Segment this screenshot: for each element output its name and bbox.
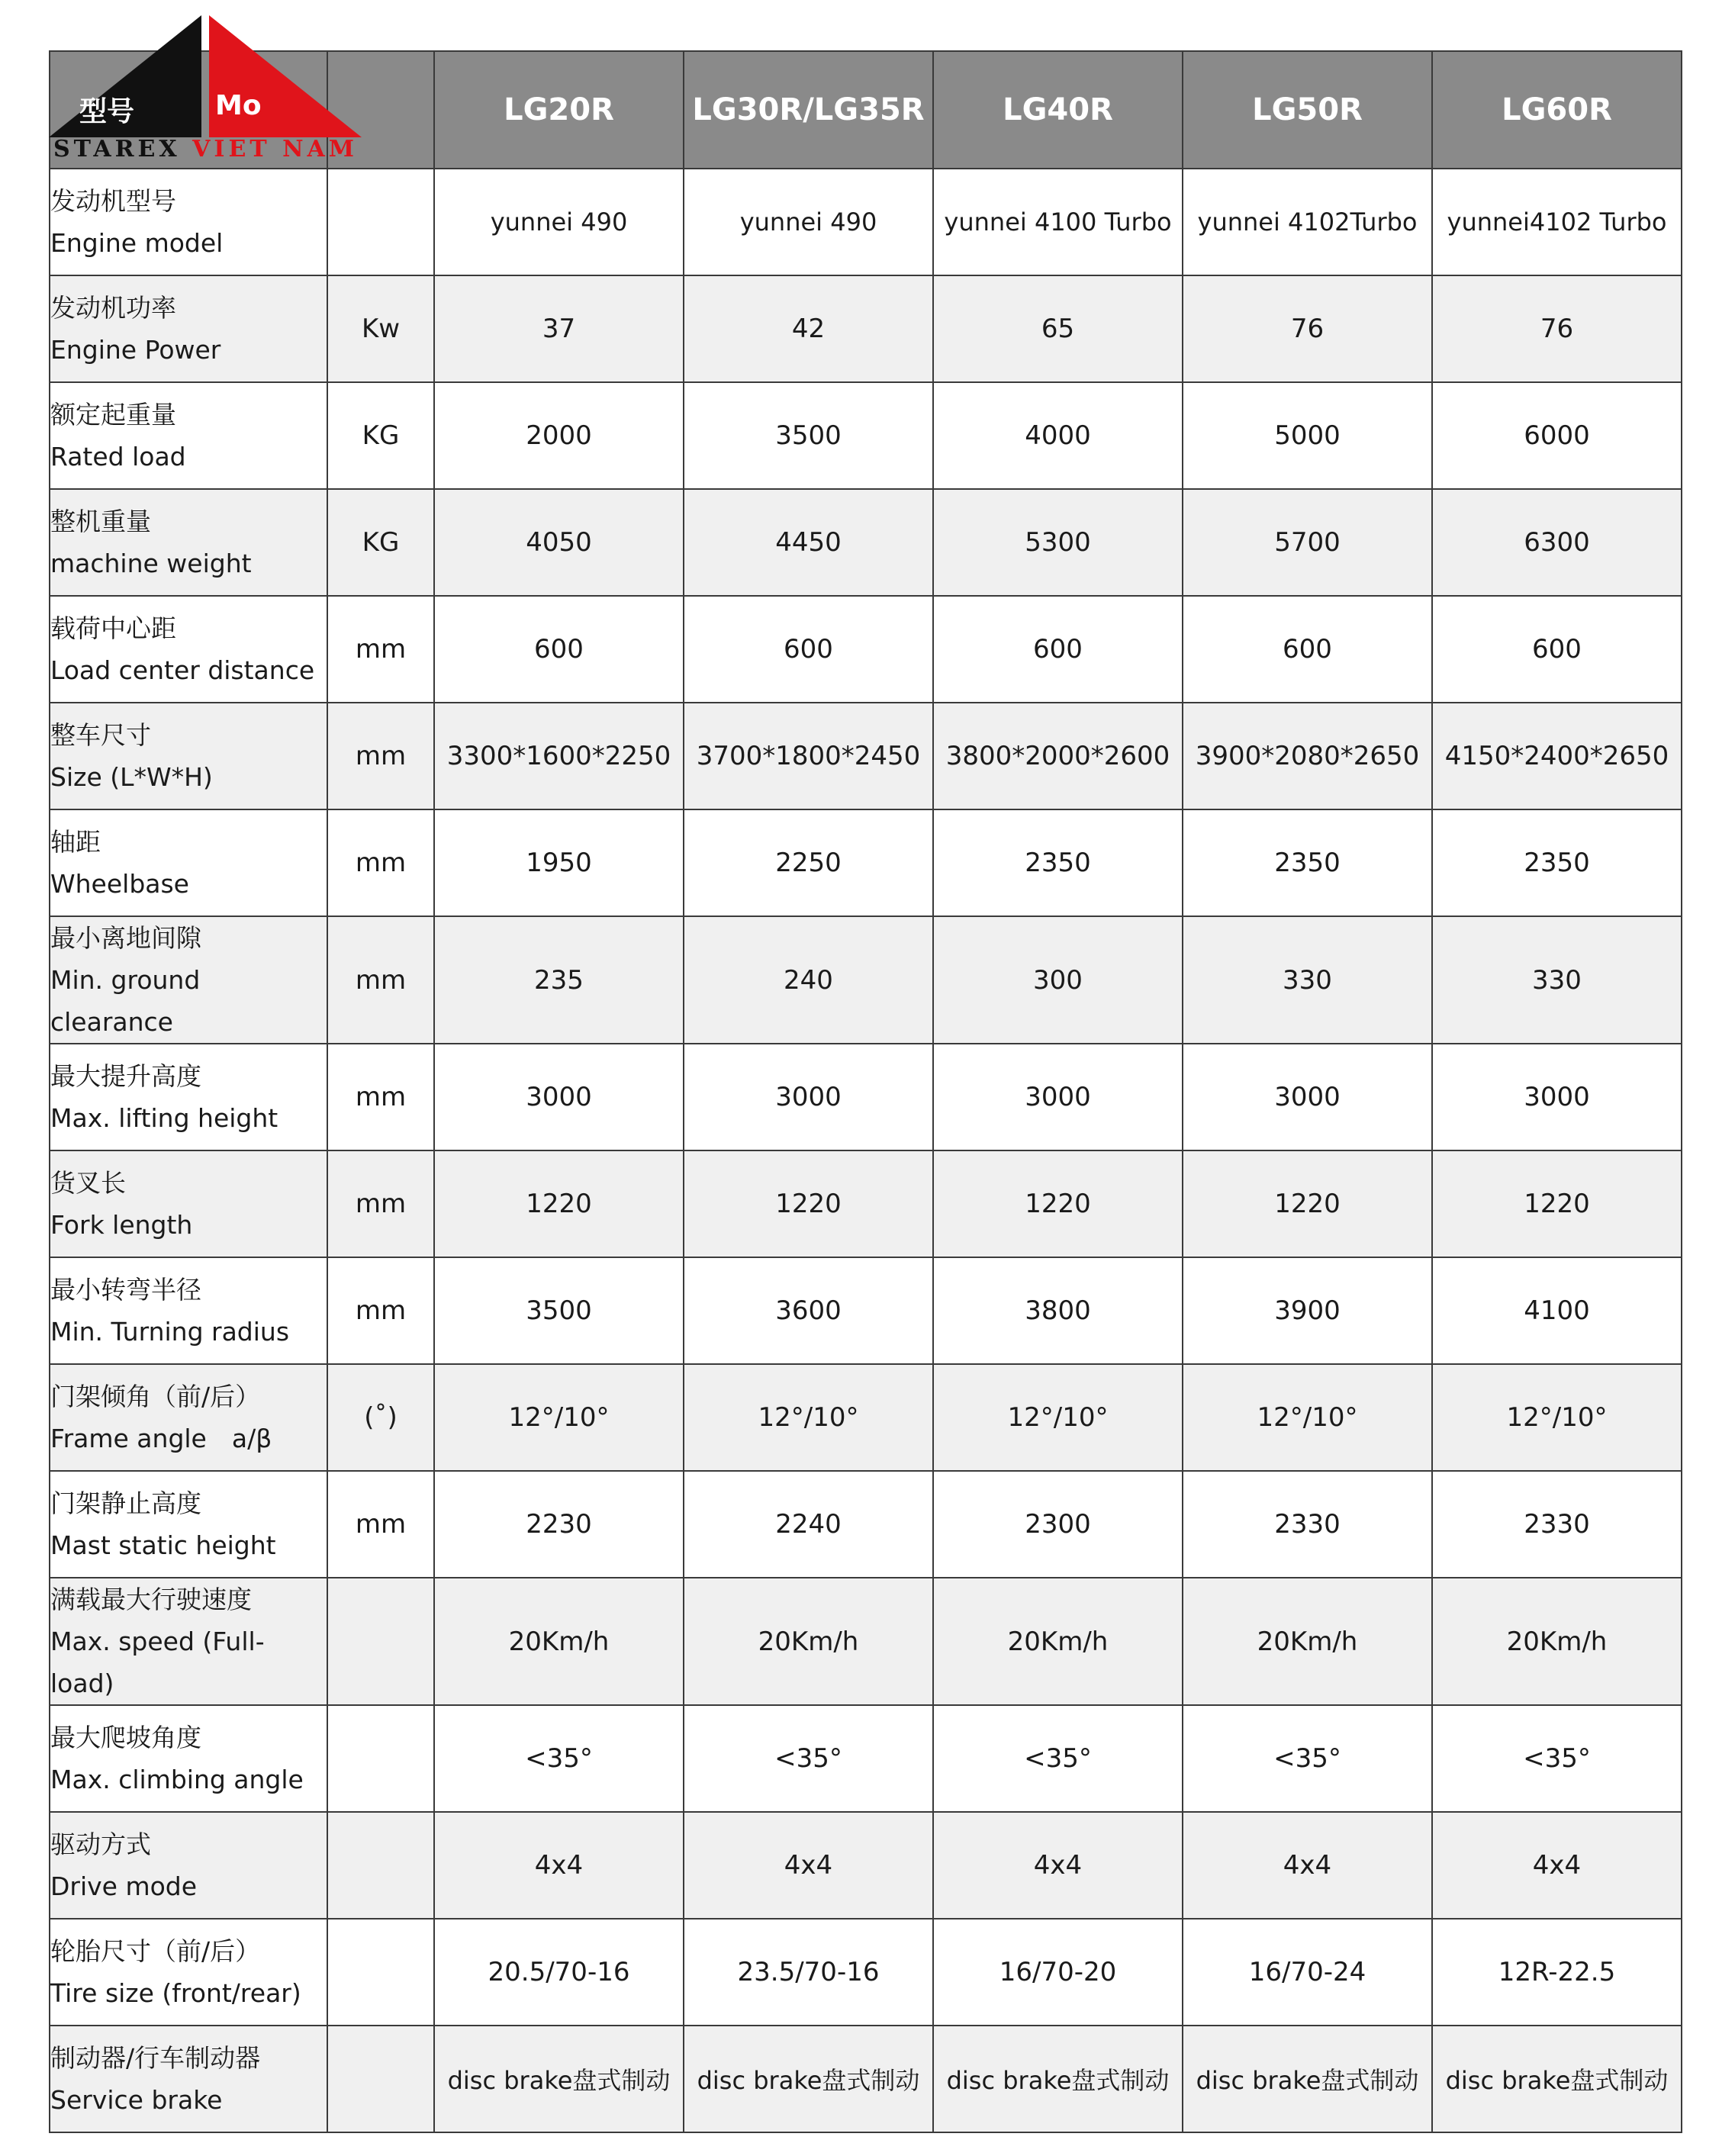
value-cell: 6300	[1432, 489, 1682, 596]
value-cell: 1220	[684, 1150, 933, 1257]
param-cell	[50, 1471, 327, 1578]
logo-word-starex: STAREX	[53, 136, 181, 163]
starex-logo	[49, 15, 362, 168]
value-cell: 42	[684, 275, 933, 382]
spec-row	[50, 2026, 1682, 2132]
spec-table	[49, 50, 1682, 2133]
value-cell: 76	[1183, 275, 1432, 382]
unit-cell: KG	[327, 489, 434, 596]
model-header: LG60R	[1432, 51, 1682, 169]
param-cell	[50, 1257, 327, 1364]
value-cell: 330	[1183, 916, 1432, 1044]
header-param-label-en: Mo	[215, 90, 262, 121]
value-cell: 600	[933, 596, 1183, 703]
param-cell	[50, 489, 327, 596]
value-cell: disc brake盘式制动	[1432, 2026, 1682, 2132]
value-cell: yunnei 490	[684, 169, 933, 275]
value-cell: <35°	[434, 1705, 684, 1812]
unit-cell	[327, 169, 434, 275]
unit-cell	[327, 1705, 434, 1812]
value-cell: 1220	[1432, 1150, 1682, 1257]
value-cell: 16/70-24	[1183, 1919, 1432, 2026]
model-header: LG40R	[933, 51, 1183, 169]
param-cell	[50, 1919, 327, 2026]
value-cell: 20Km/h	[933, 1578, 1183, 1705]
spec-row	[50, 1364, 1682, 1471]
param-label-cn: 轮胎尺寸（前/后）	[50, 1936, 261, 1966]
value-cell: 20Km/h	[1432, 1578, 1682, 1705]
unit-cell: mm	[327, 596, 434, 703]
spec-row	[50, 169, 1682, 275]
value-cell: 1950	[434, 809, 684, 916]
spec-row	[50, 1812, 1682, 1919]
value-cell: 2250	[684, 809, 933, 916]
value-cell: 12°/10°	[1432, 1364, 1682, 1471]
param-label-cn: 整车尺寸	[50, 720, 151, 750]
value-cell: 4x4	[1432, 1812, 1682, 1919]
logo-wordmark	[53, 136, 358, 163]
param-label-en: Min. ground clearance	[50, 965, 201, 1037]
param-label-cn: 最小转弯半径	[50, 1275, 201, 1305]
param-label-cn: 货叉长	[50, 1168, 126, 1198]
value-cell: 2350	[933, 809, 1183, 916]
spec-row	[50, 1150, 1682, 1257]
spec-row	[50, 809, 1682, 916]
param-cell	[50, 596, 327, 703]
value-cell: 3900	[1183, 1257, 1432, 1364]
header-param-label-cn: 型号	[79, 96, 135, 127]
value-cell: yunnei 4100 Turbo	[933, 169, 1183, 275]
param-label-cn: 门架倾角（前/后）	[50, 1382, 261, 1411]
value-cell: 3900*2080*2650	[1183, 703, 1432, 809]
value-cell: 4100	[1432, 1257, 1682, 1364]
value-cell: 240	[684, 916, 933, 1044]
value-cell: 2330	[1183, 1471, 1432, 1578]
param-label-cn: 轴距	[50, 827, 101, 857]
unit-cell	[327, 2026, 434, 2132]
unit-cell: mm	[327, 1150, 434, 1257]
param-label-en: Service brake	[50, 2085, 223, 2115]
param-label-cn: 最大提升高度	[50, 1061, 201, 1091]
param-label-en: Max. lifting height	[50, 1103, 278, 1133]
value-cell: 2000	[434, 382, 684, 489]
param-label-en: Size (L*W*H)	[50, 762, 213, 792]
param-label-en: Max. climbing angle	[50, 1765, 304, 1794]
value-cell: 12°/10°	[1183, 1364, 1432, 1471]
value-cell: 3600	[684, 1257, 933, 1364]
param-cell	[50, 1578, 327, 1705]
param-cell	[50, 169, 327, 275]
model-header: LG50R	[1183, 51, 1432, 169]
value-cell: 6000	[1432, 382, 1682, 489]
param-label-cn: 制动器/行车制动器	[50, 2043, 261, 2073]
value-cell: disc brake盘式制动	[933, 2026, 1183, 2132]
param-label-en: Wheelbase	[50, 869, 189, 899]
param-label-cn: 最小离地间隙	[50, 923, 201, 953]
unit-cell: Kw	[327, 275, 434, 382]
param-cell	[50, 703, 327, 809]
value-cell: 4x4	[434, 1812, 684, 1919]
param-label-en: Min. Turning radius	[50, 1317, 290, 1347]
value-cell: 600	[1432, 596, 1682, 703]
value-cell: 600	[1183, 596, 1432, 703]
value-cell: yunnei4102 Turbo	[1432, 169, 1682, 275]
value-cell: 600	[684, 596, 933, 703]
param-label-en: Mast static height	[50, 1530, 276, 1560]
value-cell: 2350	[1183, 809, 1432, 916]
value-cell: 600	[434, 596, 684, 703]
param-label-en: Tire size (front/rear)	[50, 1978, 301, 2008]
spec-row	[50, 1705, 1682, 1812]
param-label-en: Engine Power	[50, 335, 221, 365]
spec-row	[50, 275, 1682, 382]
value-cell: 3700*1800*2450	[684, 703, 933, 809]
unit-cell: mm	[327, 1044, 434, 1150]
value-cell: 4450	[684, 489, 933, 596]
param-label-en: Drive mode	[50, 1871, 198, 1901]
param-cell	[50, 1705, 327, 1812]
value-cell: 4x4	[684, 1812, 933, 1919]
value-cell: 5000	[1183, 382, 1432, 489]
value-cell: 1220	[933, 1150, 1183, 1257]
value-cell: <35°	[933, 1705, 1183, 1812]
value-cell: 65	[933, 275, 1183, 382]
param-label-en: Rated load	[50, 442, 186, 471]
value-cell: 5300	[933, 489, 1183, 596]
model-header: LG30R/LG35R	[684, 51, 933, 169]
value-cell: 37	[434, 275, 684, 382]
value-cell: 20Km/h	[1183, 1578, 1432, 1705]
param-label-cn: 发动机型号	[50, 186, 176, 216]
param-cell	[50, 1812, 327, 1919]
spec-row	[50, 1044, 1682, 1150]
value-cell: 4150*2400*2650	[1432, 703, 1682, 809]
value-cell: 3800*2000*2600	[933, 703, 1183, 809]
model-header: LG20R	[434, 51, 684, 169]
spec-row	[50, 1919, 1682, 2026]
unit-cell	[327, 1578, 434, 1705]
unit-cell: mm	[327, 703, 434, 809]
param-label-cn: 门架静止高度	[50, 1488, 201, 1518]
value-cell: 3000	[933, 1044, 1183, 1150]
value-cell: 3800	[933, 1257, 1183, 1364]
param-cell	[50, 275, 327, 382]
param-label-cn: 最大爬坡角度	[50, 1723, 201, 1752]
spec-row	[50, 916, 1682, 1044]
param-label-cn: 整机重量	[50, 507, 151, 536]
param-label-en: Max. speed (Full-load)	[50, 1627, 265, 1698]
spec-row	[50, 1471, 1682, 1578]
unit-cell: mm	[327, 809, 434, 916]
value-cell: 12°/10°	[684, 1364, 933, 1471]
spec-row	[50, 382, 1682, 489]
value-cell: 330	[1432, 916, 1682, 1044]
spec-sheet	[49, 50, 1682, 2133]
value-cell: disc brake盘式制动	[1183, 2026, 1432, 2132]
value-cell: 1220	[1183, 1150, 1432, 1257]
value-cell: <35°	[684, 1705, 933, 1812]
param-label-en: Frame angle a/β	[50, 1424, 272, 1453]
value-cell: 2300	[933, 1471, 1183, 1578]
spec-row	[50, 703, 1682, 809]
spec-row	[50, 596, 1682, 703]
value-cell: 300	[933, 916, 1183, 1044]
param-label-cn: 驱动方式	[50, 1829, 151, 1859]
value-cell: 12°/10°	[434, 1364, 684, 1471]
unit-cell: mm	[327, 1471, 434, 1578]
value-cell: 3000	[434, 1044, 684, 1150]
value-cell: 3000	[684, 1044, 933, 1150]
param-cell	[50, 2026, 327, 2132]
value-cell: <35°	[1432, 1705, 1682, 1812]
value-cell: 12°/10°	[933, 1364, 1183, 1471]
value-cell: yunnei 490	[434, 169, 684, 275]
param-label-cn: 额定起重量	[50, 400, 176, 430]
param-label-en: Engine model	[50, 228, 224, 258]
param-label-en: Fork length	[50, 1210, 193, 1240]
value-cell: 3300*1600*2250	[434, 703, 684, 809]
spec-row	[50, 489, 1682, 596]
param-cell	[50, 382, 327, 489]
param-cell	[50, 916, 327, 1044]
value-cell: 4050	[434, 489, 684, 596]
value-cell: 4x4	[1183, 1812, 1432, 1919]
value-cell: 5700	[1183, 489, 1432, 596]
param-cell	[50, 809, 327, 916]
value-cell: 16/70-20	[933, 1919, 1183, 2026]
value-cell: disc brake盘式制动	[684, 2026, 933, 2132]
value-cell: disc brake盘式制动	[434, 2026, 684, 2132]
unit-cell: KG	[327, 382, 434, 489]
logo-word-vietnam: VIET NAM	[192, 136, 359, 163]
param-label-cn: 满载最大行驶速度	[50, 1585, 252, 1614]
value-cell: 4000	[933, 382, 1183, 489]
value-cell: 3500	[684, 382, 933, 489]
param-label-en: Load center distance	[50, 655, 315, 685]
param-label-cn: 发动机功率	[50, 293, 176, 323]
param-cell	[50, 1364, 327, 1471]
value-cell: 4x4	[933, 1812, 1183, 1919]
param-cell	[50, 1044, 327, 1150]
value-cell: 235	[434, 916, 684, 1044]
value-cell: 2350	[1432, 809, 1682, 916]
value-cell: 12R-22.5	[1432, 1919, 1682, 2026]
value-cell: 1220	[434, 1150, 684, 1257]
value-cell: 2330	[1432, 1471, 1682, 1578]
param-cell	[50, 1150, 327, 1257]
value-cell: 3000	[1183, 1044, 1432, 1150]
value-cell: 76	[1432, 275, 1682, 382]
param-label-en: machine weight	[50, 549, 252, 578]
value-cell: 20Km/h	[434, 1578, 684, 1705]
unit-cell: mm	[327, 1257, 434, 1364]
spec-row	[50, 1257, 1682, 1364]
unit-cell	[327, 1919, 434, 2026]
value-cell: 3500	[434, 1257, 684, 1364]
value-cell: 2230	[434, 1471, 684, 1578]
unit-cell: (˚)	[327, 1364, 434, 1471]
unit-cell: mm	[327, 916, 434, 1044]
value-cell: 23.5/70-16	[684, 1919, 933, 2026]
value-cell: 20.5/70-16	[434, 1919, 684, 2026]
spec-row	[50, 1578, 1682, 1705]
value-cell: yunnei 4102Turbo	[1183, 169, 1432, 275]
value-cell: <35°	[1183, 1705, 1432, 1812]
param-label-cn: 载荷中心距	[50, 613, 176, 643]
value-cell: 3000	[1432, 1044, 1682, 1150]
unit-cell	[327, 1812, 434, 1919]
value-cell: 2240	[684, 1471, 933, 1578]
value-cell: 20Km/h	[684, 1578, 933, 1705]
